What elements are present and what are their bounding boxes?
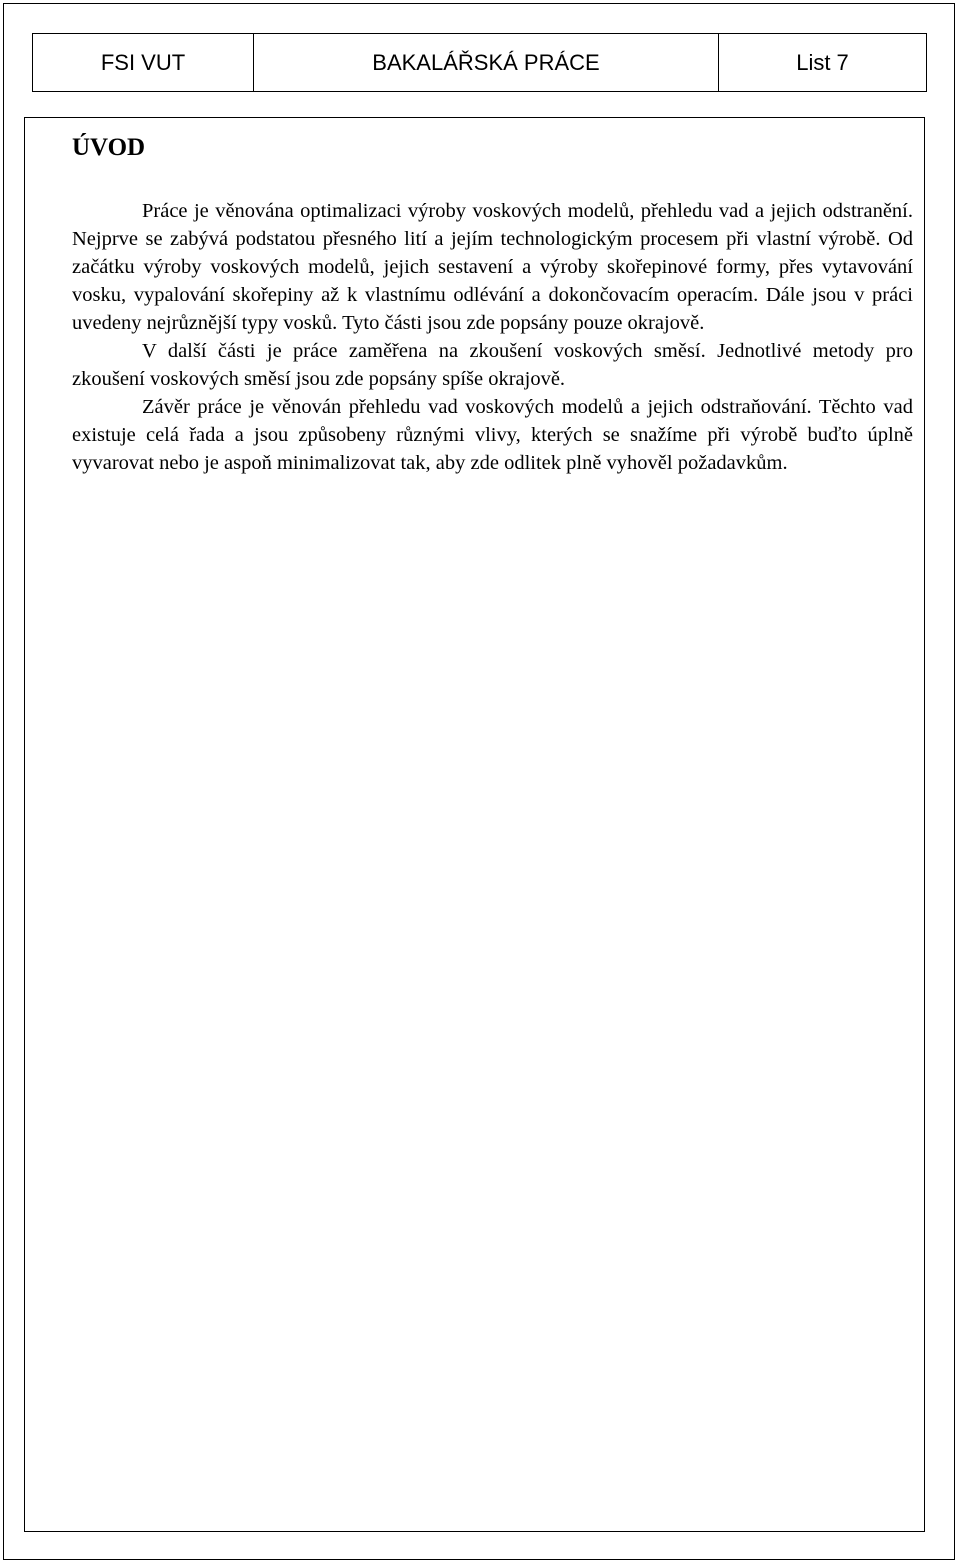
body-text (72, 197, 913, 477)
page-header (32, 33, 927, 92)
paragraph-conclusion: Závěr práce je věnován přehledu vad voskových modelů a jejich odstraňování. Těchto vad existuje celá řada a jsou způsobeny různými vlivy, kterých se snažíme při výrobě buďto úplně vyvarovat nebo je aspoň minimalizovat tak, aby zde odlitek plně vyhověl požadavkům. (72, 396, 913, 474)
header-page-number: List 7 (796, 49, 849, 75)
section-heading: ÚVOD (72, 134, 146, 161)
paragraph-testing: V další části je práce zaměřena na zkoušení voskových směsí. Jednotlivé metody pro zkoušení voskových směsí jsou zde popsány spíše okrajově. (72, 340, 913, 390)
paragraph-intro: Práce je věnována optimalizaci výroby voskových modelů, přehledu vad a jejich odstranění. Nejprve se zabývá podstatou přesného lití a jejím technologickým procesem při vlastní výrobě. Od začátku výroby voskových modelů, jejich sestavení a výroby skořepinové formy, přes vytavování vosku, vypalování skořepiny až k vlastnímu odlévání a dokončovacím operacím. Dále jsou v práci uvedeny nejrůznější typy vosků. Tyto části jsou zde popsány pouze okrajově. (72, 200, 913, 334)
header-institution: FSI VUT (33, 34, 254, 91)
header-document-type: BAKALÁŘSKÁ PRÁCE (254, 34, 719, 91)
